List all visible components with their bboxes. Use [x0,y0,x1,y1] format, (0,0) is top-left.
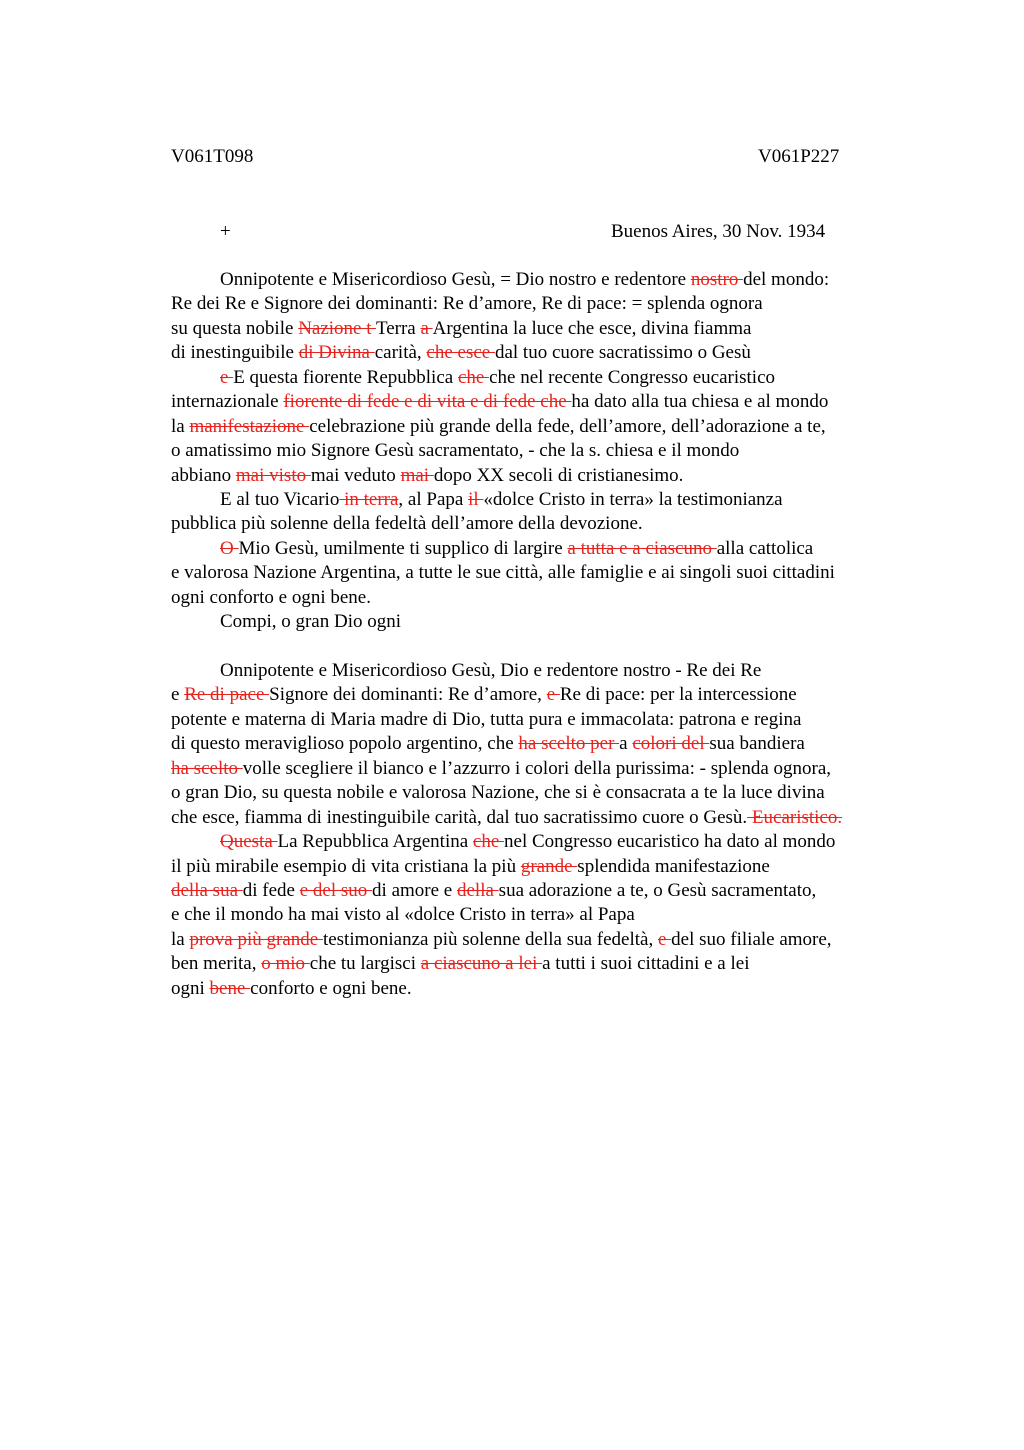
text-segment: dopo XX secoli di cristianesimo. [433,464,684,486]
text-segment: a [619,733,633,755]
deleted-text: prova più grande [189,928,323,950]
text-line [171,708,931,732]
text-line [171,855,931,879]
text-line [171,341,931,365]
text-segment: «dolce Cristo in terra» la testimonianza [483,488,783,510]
deleted-text: grande [520,855,578,877]
deleted-text: che [472,831,505,853]
deleted-text: o mio [261,953,310,975]
text-segment: Re dei Re e Signore dei dominanti: Re d’amore, Re di pace: = splenda ognora [171,293,763,315]
deleted-text: Eucaristico. [747,806,843,828]
text-segment: che tu largisci [309,953,421,975]
deleted-text: mai [400,464,434,486]
text-segment: sua bandiera [709,733,805,755]
text-segment: la [171,415,190,437]
deleted-text: fiorente di fede e di vita e di fede che [283,391,572,413]
text-line [171,268,931,292]
text-segment: o amatissimo mio Signore Gesù sacramentato, - che la s. chiesa e il mondo [171,440,740,462]
text-segment: ha dato alla tua chiesa e al mondo [571,391,829,413]
text-line [171,781,931,805]
text-segment: pubblica più solenne della fedeltà dell’amore della devozione. [171,513,643,535]
text-segment: ogni [171,977,210,999]
text-line [171,977,931,1001]
deleted-text: bene [209,977,251,999]
text-line [171,390,931,414]
text-segment: o gran Dio, su questa nobile e valorosa Nazione, che si è consacrata a te la luce divina [171,782,825,804]
text-line [171,830,931,854]
text-segment: Onnipotente e Misericordioso Gesù, = Dio nostro e redentore [220,269,691,290]
letter-body [171,268,931,1001]
text-line [171,732,931,756]
text-line [171,952,931,976]
text-line [171,806,931,830]
deleted-text: di Divina [298,342,375,364]
text-line [171,903,931,927]
deleted-text: ha scelto [171,757,243,779]
text-segment: potente e materna di Maria madre di Dio, tutta pura e immacolata: patrona e regina [171,708,802,730]
text-segment: il più mirabile esempio di vita cristiana la più [171,855,521,877]
text-segment: nel Congresso eucaristico ha dato al mondo [504,831,836,853]
deleted-text: in terra [339,488,399,510]
text-segment: La Repubblica Argentina [277,831,473,853]
text-segment: e valorosa Nazione Argentina, a tutte le sue città, alle famiglie e ai singoli suoi cittadini [171,562,835,584]
text-line [171,561,931,585]
text-segment: E questa fiorente Repubblica [233,366,458,388]
text-segment: internazionale [171,391,284,413]
text-line [171,366,931,390]
text-line [171,757,931,781]
deleted-text: manifestazione [189,415,310,437]
deleted-text: mai visto [235,464,311,486]
text-line [171,610,931,634]
text-segment: testimonianza più solenne della sua fedeltà, [322,928,658,950]
deleted-text: a [420,317,433,339]
text-segment: la [171,928,190,950]
text-segment: di inestinguibile [171,342,299,364]
text-segment: Compi, o gran Dio ogni [220,611,402,633]
deleted-text: della sua [171,879,243,901]
text-segment: alla cattolica [716,537,814,559]
deleted-text: e [657,928,672,950]
text-segment: Re di pace: per la intercessione [559,684,797,706]
text-line [171,928,931,952]
text-line [171,683,931,707]
deleted-text: colori del [632,733,710,755]
text-segment: celebrazione più grande della fede, dell’amore, dell’adorazione a te, [309,415,826,437]
deleted-text: Nazione t [298,317,376,339]
text-segment: del mondo: [743,269,830,290]
text-line [171,488,931,512]
deleted-text: nostro [690,269,744,290]
dateline: Buenos Aires, 30 Nov. 1934 [611,221,826,242]
right-archive-code: V061P227 [758,146,840,167]
deleted-text: Questa [220,831,278,853]
text-segment: che nel recente Congresso eucaristico [489,366,776,388]
text-segment: e [171,684,185,706]
text-line [171,586,931,610]
text-segment: del suo filiale amore, [671,928,832,950]
deleted-text: il [468,488,484,510]
paragraph-gap [171,635,931,659]
deleted-text: della [456,879,499,901]
text-segment: ogni conforto e ogni bene. [171,586,371,608]
text-segment: e che il mondo ha mai visto al «dolce Cristo in terra» al Papa [171,904,635,926]
text-segment: che esce, fiamma di inestinguibile carità, dal tuo sacratissimo cuore o Gesù. [171,806,748,828]
text-segment: sua adorazione a te, o Gesù sacramentato, [498,879,817,901]
deleted-text: che esce [426,342,495,364]
text-segment: a tutti i suoi cittadini e a lei [542,953,750,975]
text-segment: mai veduto [310,464,401,486]
deleted-text: O [220,537,239,559]
text-line [171,537,931,561]
text-line [171,292,931,316]
text-line [171,879,931,903]
text-line [171,659,931,683]
text-segment: Onnipotente e Misericordioso Gesù, Dio e redentore nostro - Re dei Re [220,660,762,681]
text-segment: splendida manifestazione [577,855,770,877]
text-line [171,415,931,439]
text-segment: ben merita, [171,953,262,975]
text-line [171,464,931,488]
deleted-text: a tutta e a ciascuno [567,537,717,559]
text-segment: di amore e [372,879,457,901]
text-segment: Mio Gesù, umilmente ti supplico di largire [238,537,568,559]
cross-sign: + [220,221,231,242]
text-segment: carità, [374,342,427,364]
left-archive-code: V061T098 [171,146,254,167]
deleted-text: che [457,366,490,388]
text-line [171,317,931,341]
text-segment: , al Papa [398,488,469,510]
text-segment: Signore dei dominanti: Re d’amore, [269,684,547,706]
text-segment: dal tuo cuore sacratissimo o Gesù [494,342,751,364]
text-line [171,439,931,463]
deleted-text: Re di pace [184,684,270,706]
deleted-text: ha scelto per [518,733,620,755]
deleted-text: e del suo [299,879,373,901]
text-segment: di fede [242,879,300,901]
text-segment: su questa nobile [171,317,299,339]
text-segment: conforto e ogni bene. [250,977,412,999]
text-segment: Terra [375,317,421,339]
deleted-text: a ciascuno a lei [420,953,543,975]
text-segment: volle scegliere il bianco e l’azzurro i colori della purissima: - splenda ognora, [242,757,832,779]
text-line [171,512,931,536]
text-segment: E al tuo Vicario [220,488,340,510]
deleted-text: e [546,684,560,706]
text-segment: di questo meraviglioso popolo argentino, che [171,733,519,755]
text-segment: Argentina la luce che esce, divina fiamma [432,317,752,339]
deleted-text: e [220,366,234,388]
text-segment: abbiano [171,464,236,486]
